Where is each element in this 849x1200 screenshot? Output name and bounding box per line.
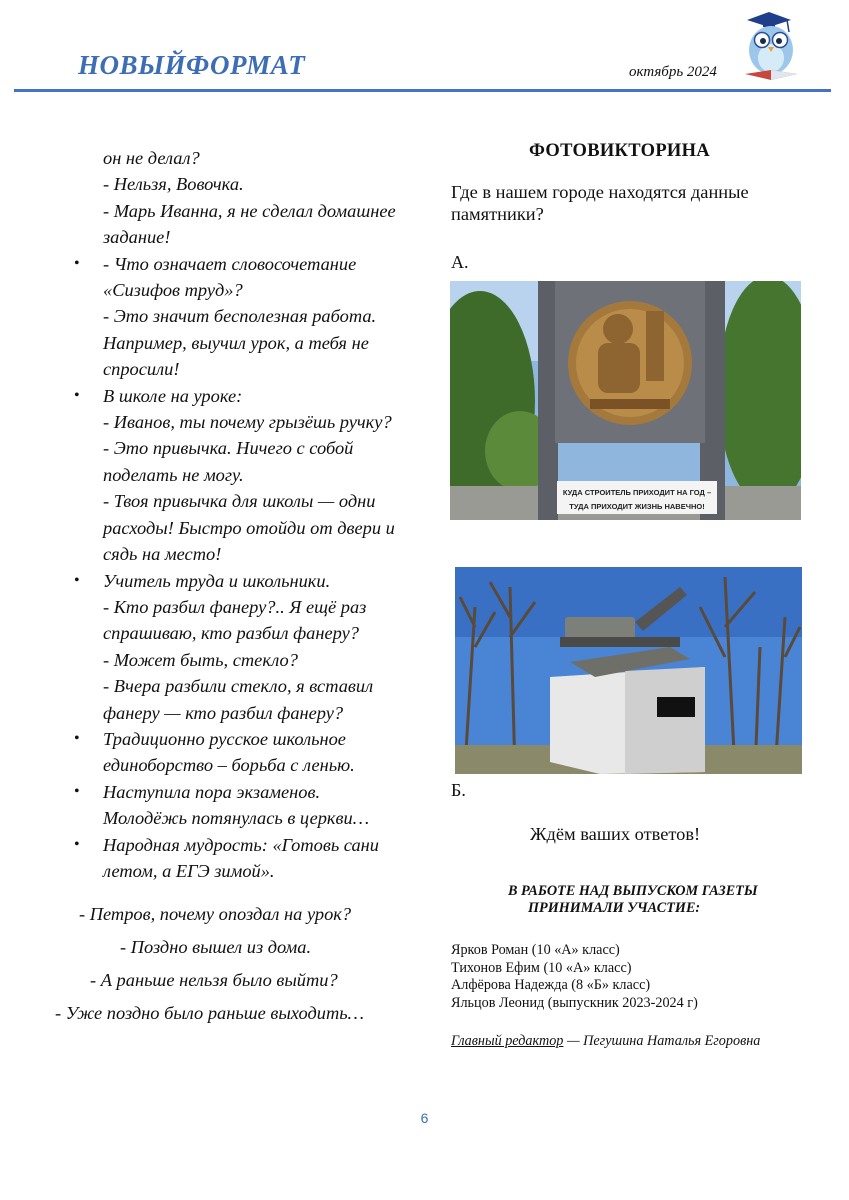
joke-line: - Твоя привычка для школы — одни расходы! Быстро отойди от двери и сядь на место!	[103, 491, 395, 565]
awaiting-answers: Ждём ваших ответов!	[530, 824, 701, 844]
joke-line: - Это привычка. Ничего с собой поделать не могу.	[103, 438, 354, 485]
joke-line: • Наступила пора экзаменов. Молодёжь потянулась в церкви…	[103, 781, 370, 829]
joke-line: • Народная мудрость: «Готовь сани летом, а ЕГЭ зимой».	[103, 834, 379, 881]
dialog-line: - А раньше нельзя было выйти?	[90, 970, 338, 991]
owl-graduate-icon	[739, 8, 803, 84]
joke-line: - Вчера разбили стекло, я вставил фанеру — кто разбил фанеру?	[103, 676, 374, 723]
joke-item	[60, 383, 405, 568]
credits-heading	[508, 883, 808, 917]
editor-role: Главный редактор	[451, 1033, 564, 1049]
joke-line: - Нельзя, Вовочка.	[103, 174, 244, 195]
monument-photo-b	[455, 567, 802, 774]
dialog-line: - Уже поздно было раньше выходить…	[55, 1003, 364, 1024]
joke-item	[60, 779, 405, 832]
credit-item: Тихонов Ефим (10 «А» класс)	[451, 959, 632, 976]
jokes-list	[60, 251, 405, 885]
jokes-column	[55, 145, 405, 1030]
quiz-title: ФОТОВИКТОРИНА	[529, 141, 710, 161]
joke-line: • Традиционно русское школьное единоборство – борьба с ленью.	[103, 728, 355, 776]
dialog-line: - Поздно вышел из дома.	[120, 937, 312, 958]
credit-item: Яльцов Леонид (выпускник 2023-2024 г)	[451, 994, 698, 1011]
joke-item	[60, 251, 405, 383]
closing-dialog	[55, 898, 405, 1030]
joke-line: - Марь Иванна, я не сделал домашнее задание!	[103, 200, 396, 248]
joke-line: • - Что означает словосочетание «Сизифов труд»?	[103, 253, 357, 301]
monument-photo-a	[450, 281, 801, 520]
photo-a-label: А.	[451, 252, 469, 272]
joke-line: - Может быть, стекло?	[103, 649, 298, 670]
joke-line: - Это значит бесполезная работа. Например, выучил урок, а тебя не спросили!	[103, 306, 377, 380]
joke-item	[60, 832, 405, 885]
joke-item	[60, 568, 405, 726]
page-number: 6	[420, 1110, 429, 1126]
joke-line: • Учитель труда и школьники.	[103, 570, 331, 591]
joke-line: он не делал?	[103, 148, 200, 168]
dialog-line: - Петров, почему опоздал на урок?	[79, 904, 352, 925]
editor-name: — Пегушина Наталья Егоровна	[563, 1033, 761, 1049]
credit-item: Алфёрова Надежда (8 «Б» класс)	[451, 977, 651, 993]
joke-item	[60, 726, 405, 779]
quiz-question: Где в нашем городе находятся данные памятники?	[451, 182, 749, 224]
credit-item: Ярков Роман (10 «А» класс)	[451, 942, 620, 958]
joke-line: - Иванов, ты почему грызёшь ручку?	[103, 412, 392, 433]
header-rule	[14, 89, 831, 92]
inscription-line: КУДА СТРОИТЕЛЬ ПРИХОДИТ НА ГОД –	[562, 488, 712, 497]
photo-b-label: Б.	[451, 780, 466, 800]
credits-heading-line: В РАБОТЕ НАД ВЫПУСКОМ ГАЗЕТЫ	[508, 883, 758, 899]
joke-line: • В школе на уроке:	[103, 385, 243, 406]
credits-heading-line: ПРИНИМАЛИ УЧАСТИЕ:	[528, 900, 701, 916]
joke-line: - Кто разбил фанеру?.. Я ещё раз спрашиваю, кто разбил фанеру?	[103, 596, 367, 644]
credits-list	[451, 942, 698, 1012]
masthead-title: НОВЫЙФОРМАТ	[78, 50, 306, 80]
issue-date: октябрь 2024	[629, 64, 717, 80]
inscription-line: ТУДА ПРИХОДИТ ЖИЗНЬ НАВЕЧНО!	[569, 502, 705, 511]
editor-line	[451, 1033, 760, 1050]
